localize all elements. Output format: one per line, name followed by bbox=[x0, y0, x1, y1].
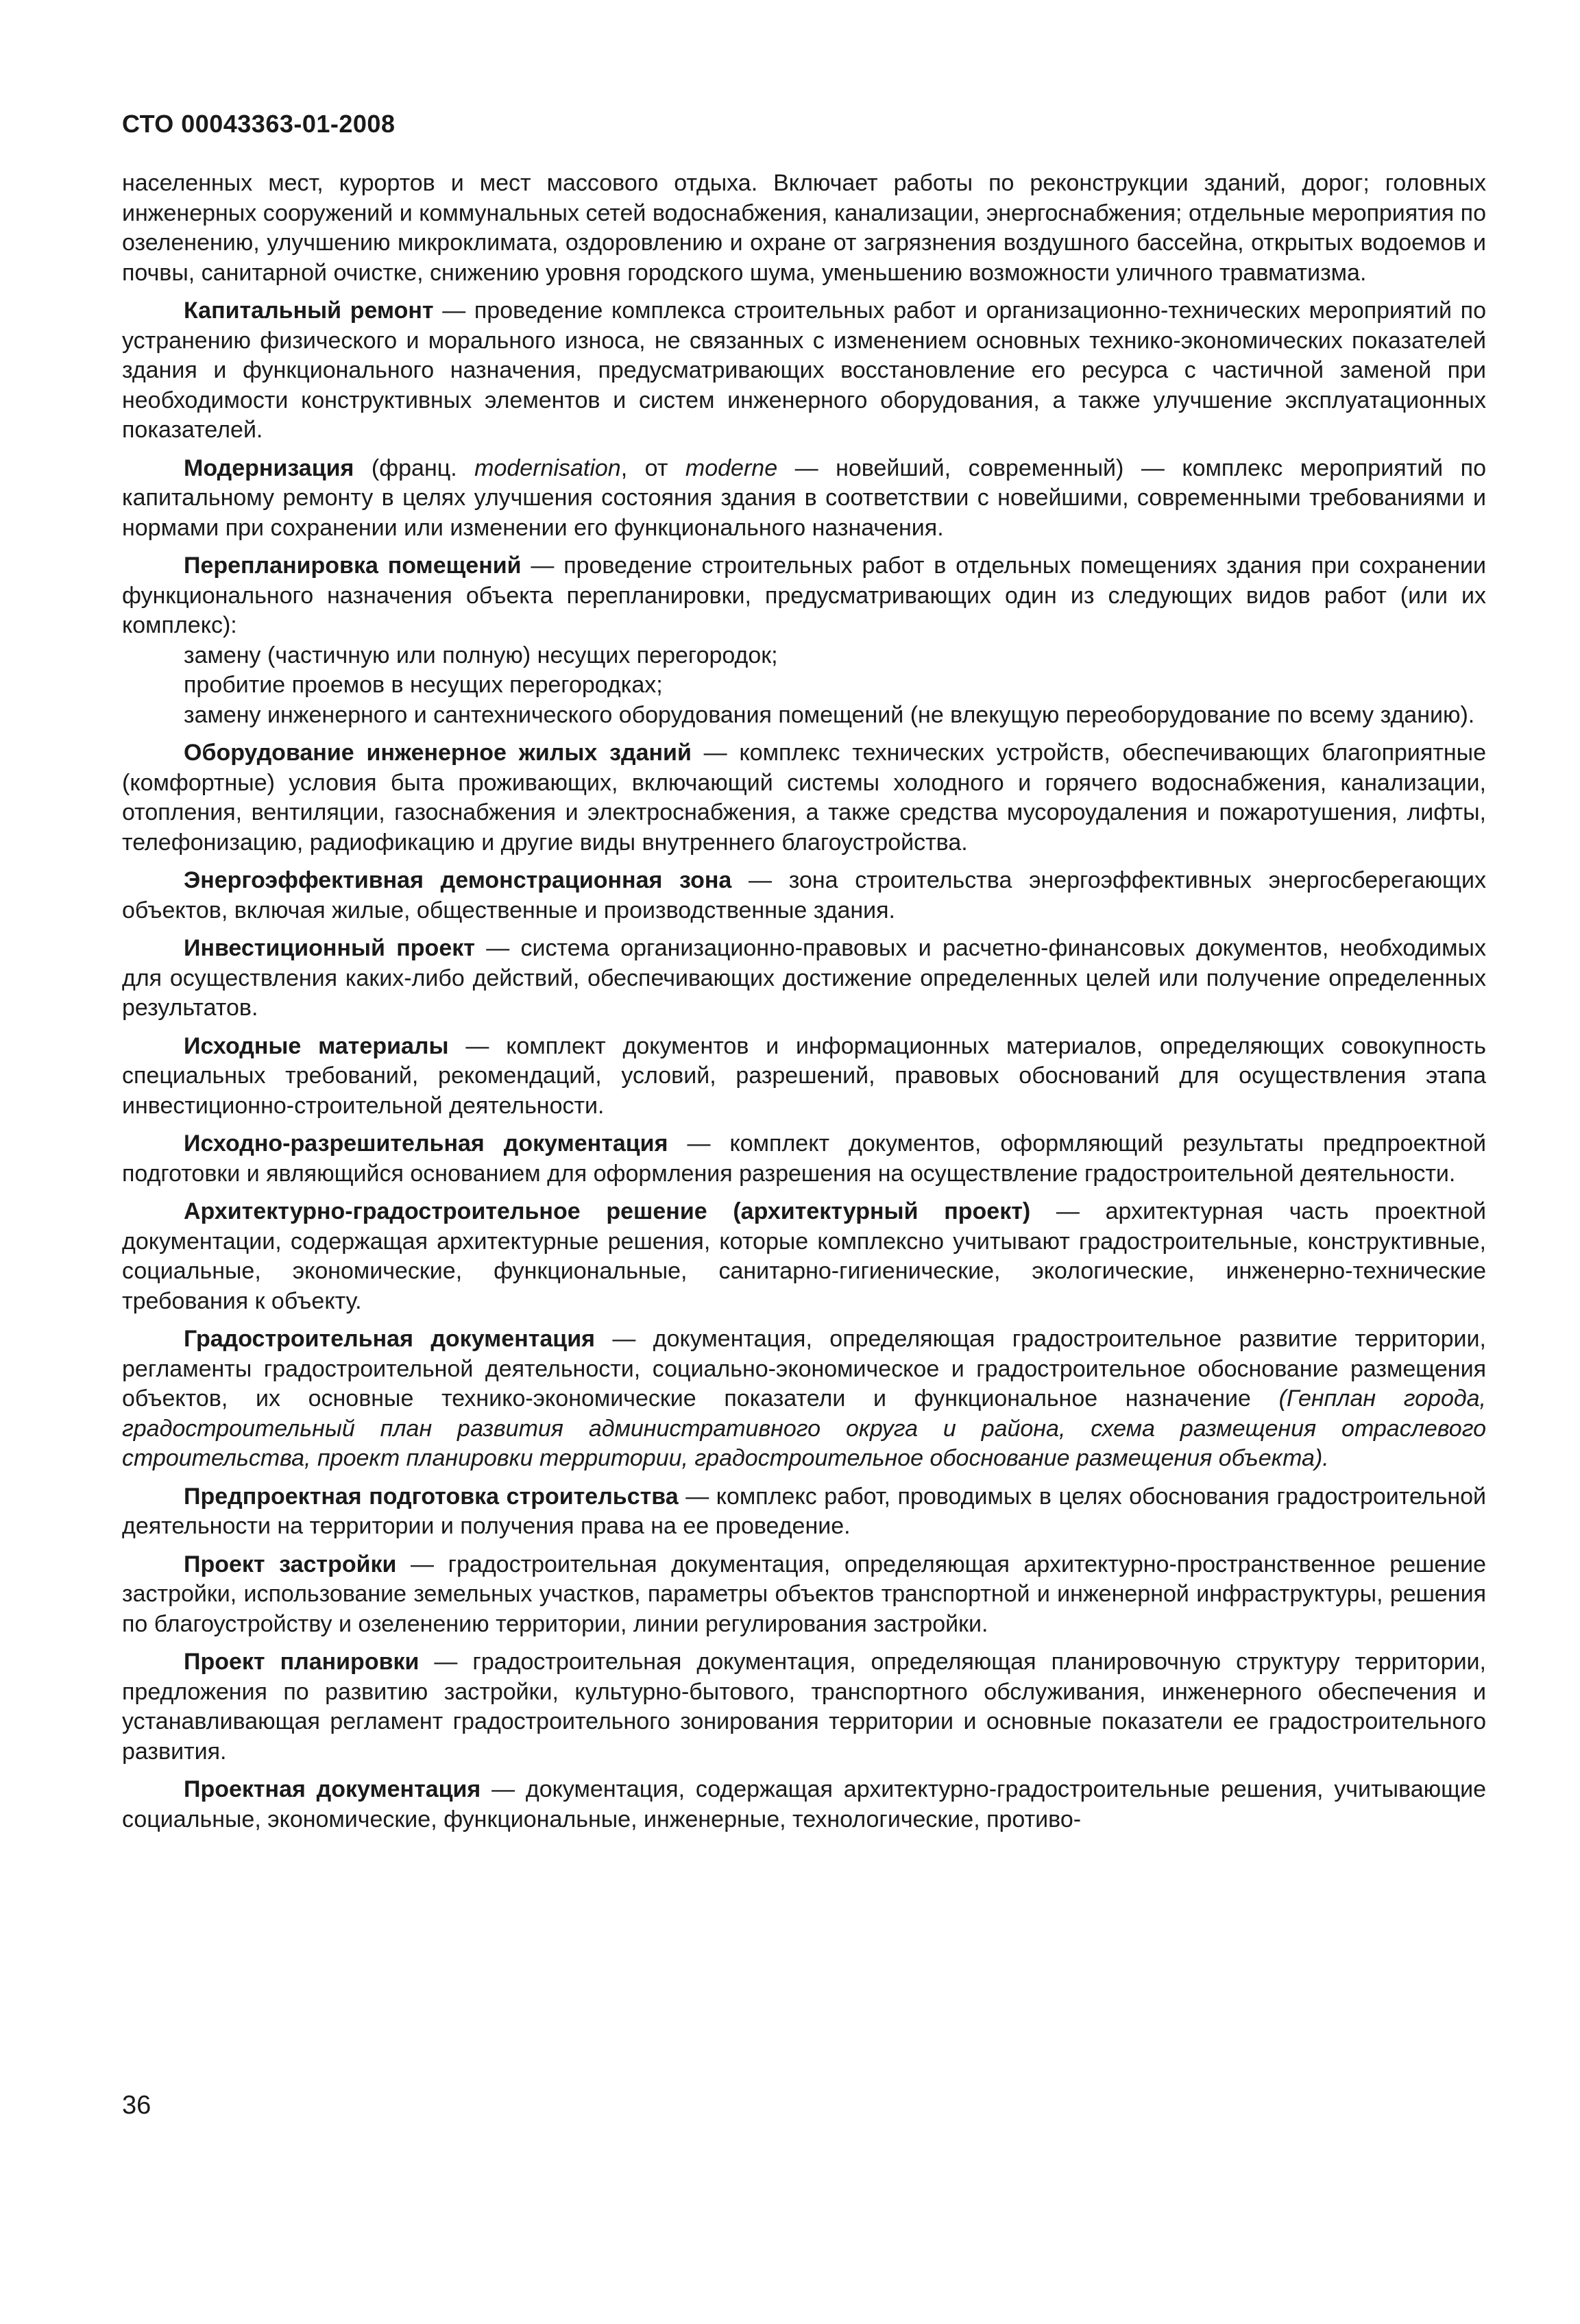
term-label: Исходные материалы bbox=[184, 1032, 449, 1059]
page-number: 36 bbox=[122, 2091, 151, 2120]
definition-text: — комплекс технических устройств, обеспечивающих благоприятные (комфортные) условия быта проживающих, включающий системы холодного и горячего водоснабжения, канализации, отопления, вентиляции, газоснабжения и электроснабжения, а также средства мусороудаления и пожаротушения, лифты, телефонизацию, радиофикацию и другие виды внутреннего благоустройства. bbox=[122, 740, 1486, 856]
definition-pre-project-preparation bbox=[122, 1482, 1486, 1542]
definition-text: — проведение комплекса строительных работ и организационно-технических мероприятий по устранению физического и морального износа, не связанных с изменением основных технико-экономических показателей здания и функционального назначения, предусматривающих восстановление его ресурса с частичной заменой при необходимости конструктивных элементов и систем инженерного оборудования, а также улучшение эксплуатационных показателей. bbox=[122, 298, 1486, 443]
term-label: Перепланировка помещений bbox=[184, 553, 522, 579]
definition-source-materials bbox=[122, 1032, 1486, 1122]
definition-text: — документация, определяющая градостроительное развитие территории, регламенты градостроительной деятельности, социально-экономическое и градостроительное обоснование размещения объектов, их основные технико-экономические показатели и функциональное назначение bbox=[122, 1326, 1486, 1412]
definition-modernization bbox=[122, 454, 1486, 544]
italic-word: moderne bbox=[685, 455, 778, 481]
definition-engineering-equipment bbox=[122, 738, 1486, 858]
italic-text: (Генплан города, градостроительный план развития административного округа и района, схема размещения отраслевого строительства, проект планировки территории, градостроительное обоснование размещения объекта). bbox=[122, 1385, 1487, 1471]
term-label: Предпроектная подготовка строительства bbox=[184, 1483, 679, 1510]
definition-text: — архитектурная часть проектной документации, содержащая архитектурные решения, которые комплексно учитывают градостроительные, конструктивные, социальные, экономические, функциональные, санитарно-гигиенические, экологические, инженерно-технические требования к объекту. bbox=[122, 1198, 1486, 1314]
definition-text: — комплект документов и информационных материалов, определяющих совокупность специальных требований, рекомендаций, условий, разрешений, правовых обоснований для осуществления этапа инвестиционно-строительной деятельности. bbox=[122, 1032, 1487, 1119]
definition-text: — проведение строительных работ в отдельных помещениях здания при сохранении функционального назначения объекта перепланировки, предусматривающих один из следующих видов работ (или их комплекс): bbox=[122, 553, 1486, 638]
list-item-text: пробитие проемов в несущих перегородках; bbox=[184, 672, 663, 698]
definition-urban-planning-documentation bbox=[122, 1324, 1486, 1474]
term-label: Инвестиционный проект bbox=[184, 935, 475, 961]
paragraph-text: населенных мест, курортов и мест массового отдыха. Включает работы по реконструкции зданий, дорог; головных инженерных сооружений и коммунальных сетей водоснабжения, канализации, энергоснабжения; отдельные мероприятия по озеленению, улучшению микроклимата, оздоровлению и охране от загрязнения воздушного бассейна, открытых водоемов и почвы, санитарной очистке, снижению уровня городского шума, уменьшению возможности уличного травматизма. bbox=[122, 170, 1486, 286]
term-label: Капитальный ремонт bbox=[184, 298, 434, 324]
list-item bbox=[122, 701, 1486, 731]
list-item-text: замену (частичную или полную) несущих перегородок; bbox=[184, 642, 778, 668]
definition-text: — система организационно-правовых и расчетно-финансовых документов, необходимых для осуществления каких-либо действий, обеспечивающих достижение определенных целей или получение определенных результатов. bbox=[122, 935, 1486, 1021]
definition-text: — комплекс работ, проводимых в целях обоснования градостроительной деятельности на территории и получения права на ее проведение. bbox=[122, 1483, 1486, 1539]
term-label: Проект застройки bbox=[184, 1551, 397, 1577]
definition-text: — новейший, современный) — комплекс мероприятий по капитальному ремонту в целях улучшения состояния здания в соответствии с новейшими, современными требованиями и нормами при сохранении или изменении его функционального назначения. bbox=[122, 455, 1486, 541]
term-label: Архитектурно-градостроительное решение (архитектурный проект) bbox=[184, 1198, 1031, 1224]
definition-architectural-solution bbox=[122, 1197, 1486, 1316]
document-body bbox=[122, 169, 1486, 1835]
definition-text: — градостроительная документация, определяющая архитектурно-пространственное решение застройки, использование земельных участков, параметры объектов транспортной и инженерной инфраструктуры, решения по благоустройству и озеленению территории, линии регулирования застройки. bbox=[122, 1551, 1486, 1637]
paragraph-continuation bbox=[122, 169, 1486, 288]
definition-text: — зона строительства энергоэффективных энергосберегающих объектов, включая жилые, общественные и производственные здания. bbox=[122, 867, 1486, 923]
term-label: Проект планировки bbox=[184, 1649, 420, 1675]
italic-word: modernisation bbox=[474, 455, 621, 481]
definition-capital-repair bbox=[122, 296, 1486, 446]
term-label: Энергоэффективная демонстрационная зона bbox=[184, 867, 732, 893]
definition-replanning bbox=[122, 551, 1486, 641]
definition-development-project bbox=[122, 1550, 1486, 1640]
document-code-header: СТО 00043363-01-2008 bbox=[122, 110, 396, 138]
definition-text: (франц. bbox=[354, 455, 475, 481]
term-label: Исходно-разрешительная документация bbox=[184, 1130, 668, 1157]
definition-text: , от bbox=[620, 455, 685, 481]
term-label: Градостроительная документация bbox=[184, 1326, 595, 1352]
definition-permit-documentation bbox=[122, 1129, 1486, 1189]
definition-project-documentation bbox=[122, 1775, 1486, 1835]
definition-investment-project bbox=[122, 934, 1486, 1024]
term-label: Модернизация bbox=[184, 455, 354, 481]
definition-planning-project bbox=[122, 1647, 1486, 1767]
list-item-text: замену инженерного и сантехнического оборудования помещений (не влекущую переоборудование по всему зданию). bbox=[184, 701, 1475, 728]
definition-text: — комплект документов, оформляющий результаты предпроектной подготовки и являющийся основанием для оформления разрешения на осуществление градостроительной деятельности. bbox=[122, 1130, 1486, 1187]
list-item bbox=[122, 670, 1486, 701]
definition-energy-demo-zone bbox=[122, 866, 1486, 925]
term-label: Оборудование инженерное жилых зданий bbox=[184, 740, 692, 766]
definition-text: — градостроительная документация, определяющая планировочную структуру территории, предложения по развитию застройки, культурно-бытового, транспортного обслуживания, инженерного обеспечения и устанавливающая регламент градостроительного зонирования территории и основные показатели ее градостроительного развития. bbox=[122, 1649, 1486, 1765]
definition-text: — документация, содержащая архитектурно-градостроительные решения, учитывающие социальные, экономические, функциональные, инженерные, технологические, противо- bbox=[122, 1776, 1486, 1832]
term-label: Проектная документация bbox=[184, 1776, 481, 1802]
list-item bbox=[122, 641, 1486, 671]
